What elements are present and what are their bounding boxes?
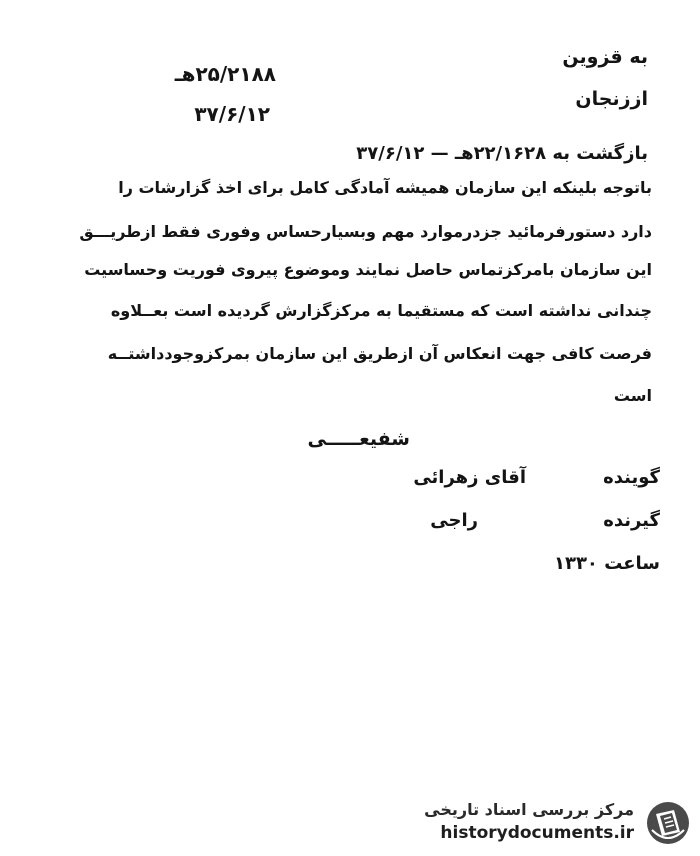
receiver-name: راجی (430, 510, 478, 531)
document-date: ۳۷/۶/۱۲ (194, 102, 270, 126)
body-line-1: باتوجه بلینکه این سازمان همیشه آمادگی کامل برای اخذ گزارشات را (118, 178, 652, 197)
time-line: ساعت ۱۳۳۰ (553, 553, 660, 574)
body-line-5: فرصت کافی جهت انعکاس آن ازطریق این سازمان بمرکزوجودداشتــه (107, 344, 652, 363)
watermark-site: historydocuments.ir (440, 823, 634, 843)
body-line-4: چندانی نداشته است که مستقیما به مرکزگزارش گردیده است بعــلاوه (110, 301, 652, 320)
receiver-label: گیرنده (603, 510, 660, 531)
recipient-line: به قزوین (562, 46, 648, 68)
reference-line: بازگشت به ۲۲/۱۶۲۸هـ — ۳۷/۶/۱۲ (356, 143, 648, 164)
body-line-2: دارد دستورفرمائید جزدرموارد مهم وبسیارحساس وفوری فقط ازطریـــق (79, 222, 652, 241)
archive-watermark (408, 798, 694, 848)
signature: شفیعـــــی (307, 428, 410, 450)
sender-line: اززنجان (575, 88, 648, 110)
watermark-org-name: مرکز بررسی اسناد تاریخی (424, 800, 634, 819)
speaker-name: آقای زهرائی (413, 467, 526, 488)
body-line-3: این سازمان بامرکزتماس حاصل نمایند وموضوع پیروی فوریت وحساسیت (84, 260, 652, 279)
archive-document-logo-icon (644, 800, 692, 846)
document-number: ۲۵/۲۱۸۸هـ (174, 62, 276, 86)
speaker-label: گوینده (603, 467, 660, 488)
body-line-6: است (613, 386, 652, 405)
